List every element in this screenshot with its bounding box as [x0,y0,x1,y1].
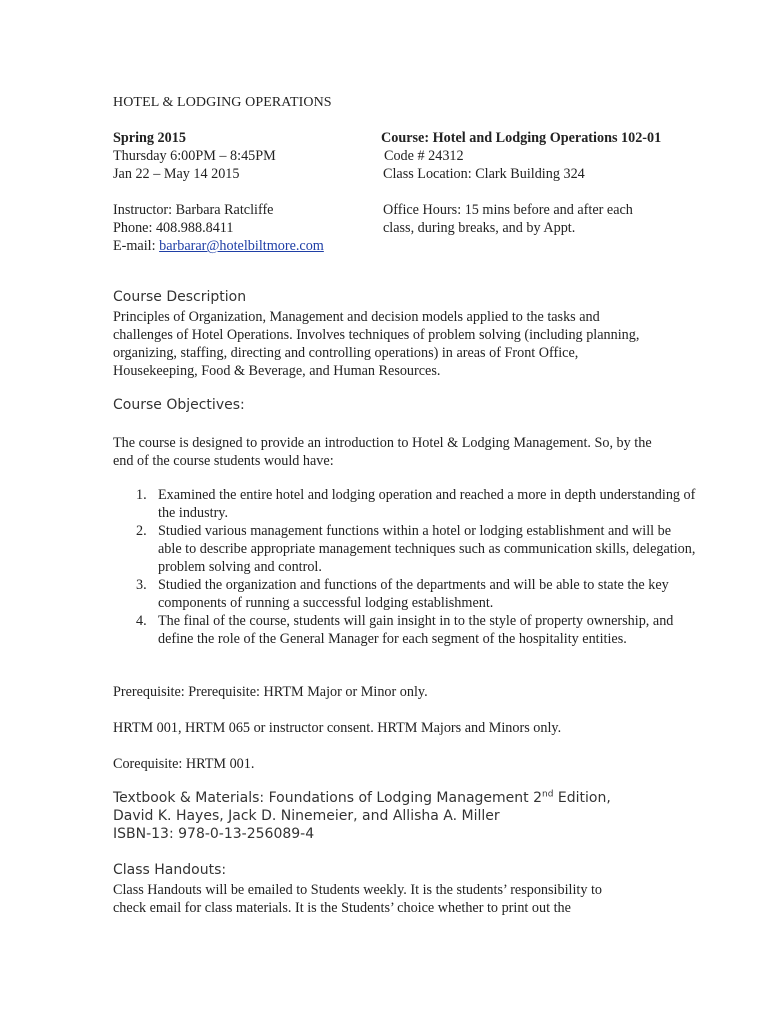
instructor-email-link[interactable]: barbarar@hotelbiltmore.com [159,238,324,254]
handouts-text-line1: Class Handouts will be emailed to Students weekly. It is the students’ responsibility to [113,882,603,898]
course-code: Code # 24312 [384,148,464,164]
course-description-heading: Course Description [113,289,247,305]
objectives-list [113,486,698,648]
course-objectives-heading: Course Objectives: [113,397,245,413]
objective-item: The final of the course, students will gain insight in to the style of property ownership, and define the role of the General Manager for each segment of the hospitality entities. [158,613,674,647]
textbook-edition: Edition, [553,790,611,806]
class-schedule: Thursday 6:00PM – 8:45PM [113,148,276,164]
textbook-authors: David K. Hayes, Jack D. Ninemeier, and Allisha A. Miller [113,808,500,824]
office-hours-line1: Office Hours: 15 mins before and after each [383,202,633,218]
class-dates: Jan 22 – May 14 2015 [113,166,240,182]
consent-requirement: HRTM 001, HRTM 065 or instructor consent. HRTM Majors and Minors only. [113,720,562,736]
handouts-text-line2: check email for class materials. It is the Students’ choice whether to print out the [113,900,571,916]
email-label: E-mail: [113,238,160,254]
corequisite: Corequisite: HRTM 001. [113,756,255,772]
class-location: Class Location: Clark Building 324 [383,166,585,182]
document-title: HOTEL & LODGING OPERATIONS [113,95,332,110]
instructor-email-line [113,237,324,255]
instructor-phone: Phone: 408.988.8411 [113,220,234,236]
objective-item: Studied the organization and functions of the departments and will be able to state the key components of running a successful lodging establishment. [158,577,669,611]
textbook-line1 [113,790,611,806]
edition-superscript: nd [542,789,554,800]
course-name: Course: Hotel and Lodging Operations 102-01 [381,130,662,146]
textbook-isbn: ISBN-13: 978-0-13-256089-4 [113,826,315,842]
textbook-title: Textbook & Materials: Foundations of Lodging Management 2 [113,790,543,806]
instructor-name: Instructor: Barbara Ratcliffe [113,202,274,218]
objective-item: Examined the entire hotel and lodging operation and reached a more in depth understanding of the industry. [158,487,696,521]
objective-item: Studied various management functions within a hotel or lodging establishment and will be able to describe appropriate management techniques such as communication skills, delegation, problem solving and control. [158,523,696,575]
course-description-text: Principles of Organization, Management and decision models applied to the tasks and challenges of Hotel Operations. Involves techniques of problem solving (including planning, organizing, staffing, directing and controlling operations) in areas of Front Office, Housekeeping, Food & Beverage, and Human Resources. [113,309,640,379]
office-hours-line2: class, during breaks, and by Appt. [383,220,576,236]
prerequisite: Prerequisite: Prerequisite: HRTM Major or Minor only. [113,684,428,700]
objectives-intro: The course is designed to provide an introduction to Hotel & Lodging Management. So, by the end of the course students would have: [113,435,652,469]
class-handouts-heading: Class Handouts: [113,862,227,878]
term: Spring 2015 [113,130,186,146]
